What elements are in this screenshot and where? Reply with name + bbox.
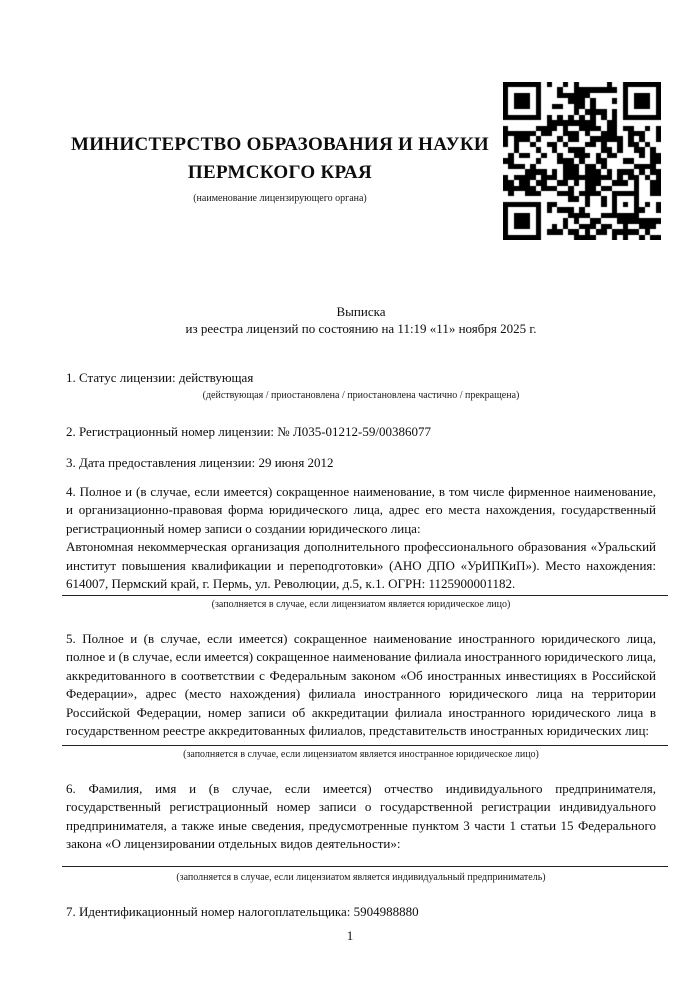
item-registration-number: 2. Регистрационный номер лицензии: № Л035-01212-59/00386077 xyxy=(66,423,432,439)
ministry-caption: (наименование лицензирующего органа) xyxy=(193,193,367,204)
page-number: 1 xyxy=(346,928,354,943)
item-legal-entity-value: Автономная некоммерческая организация дополнительного профессионального образования «Уральский институт повышения квалификации и переподготовки» (АНО ДПО «УрИПКиП»). Место нахождения: 614007, Пермский край, г. Пермь, ул. Революции, д.5, к.1. ОГРН: 1125900001182. xyxy=(66,539,656,591)
item-foreign-entity-prompt: 5. Полное и (в случае, если имеется) сокращенное наименование иностранного юридического лица, полное и (в случае, если имеется) сокращенное наименование филиала иностранного юридического лица, аккредитованного в соответствии с Федеральным законом «Об иностранных инвестициях в Российской Федерации», адрес (место нахождения) филиала иностранного юридического лица на территории Российской Федерации, номер записи об аккредитации филиала иностранного юридического лица в государственном реестре аккредитованных филиалов, представительств иностранных юридических лиц: xyxy=(66,630,656,738)
qr-code-container xyxy=(503,82,661,240)
foreign-entity-rule xyxy=(62,745,668,746)
legal-entity-rule xyxy=(62,595,668,596)
ministry-name-line2: ПЕРМСКОГО КРАЯ xyxy=(187,162,373,183)
item-entrepreneur-prompt: 6. Фамилия, имя и (в случае, если имеется) отчество индивидуального предпринимателя, государственный регистрационный номер записи о государственной регистрации индивидуального предпринимателя, а также иные сведения, предусмотренные пунктом 3 части 1 статьи 15 Федерального закона «О лицензировании отдельных видов деятельности»: xyxy=(66,780,656,851)
entrepreneur-rule xyxy=(62,866,668,867)
ministry-name-line1: МИНИСТЕРСТВО ОБРАЗОВАНИЯ И НАУКИ xyxy=(70,134,490,155)
entrepreneur-caption: (заполняется в случае, если лицензиатом является индивидуальный предприниматель) xyxy=(176,871,546,883)
item-license-status: 1. Статус лицензии: действующая xyxy=(66,370,254,385)
document-title xyxy=(66,303,656,337)
item-taxpayer-number: 7. Идентификационный номер налогоплательщика: 5904988880 xyxy=(66,903,419,919)
item-license-grant-date: 3. Дата предоставления лицензии: 29 июня 2012 xyxy=(66,455,334,470)
document-title-line1: Выписка xyxy=(336,304,386,319)
foreign-entity-caption: (заполняется в случае, если лицензиатом является иностранное юридическое лицо) xyxy=(183,748,539,760)
item-license-status-caption: (действующая / приостановлена / приостановлена частично / прекращена) xyxy=(202,389,520,401)
document-title-line2: из реестра лицензий по состоянию на 11:19 «11» ноября 2025 г. xyxy=(185,321,537,336)
qr-code-icon xyxy=(503,82,661,240)
licensing-authority-header xyxy=(0,131,560,205)
item-legal-entity-prompt: 4. Полное и (в случае, если имеется) сокращенное наименование, в том числе фирменное наименование, и организационно-правовая форма юридического лица, адрес его места нахождения, государственный регистрационный номер записи о создании юридического лица: xyxy=(66,483,656,536)
legal-entity-caption: (заполняется в случае, если лицензиатом является юридическое лицо) xyxy=(211,598,511,610)
document-body xyxy=(66,303,656,921)
